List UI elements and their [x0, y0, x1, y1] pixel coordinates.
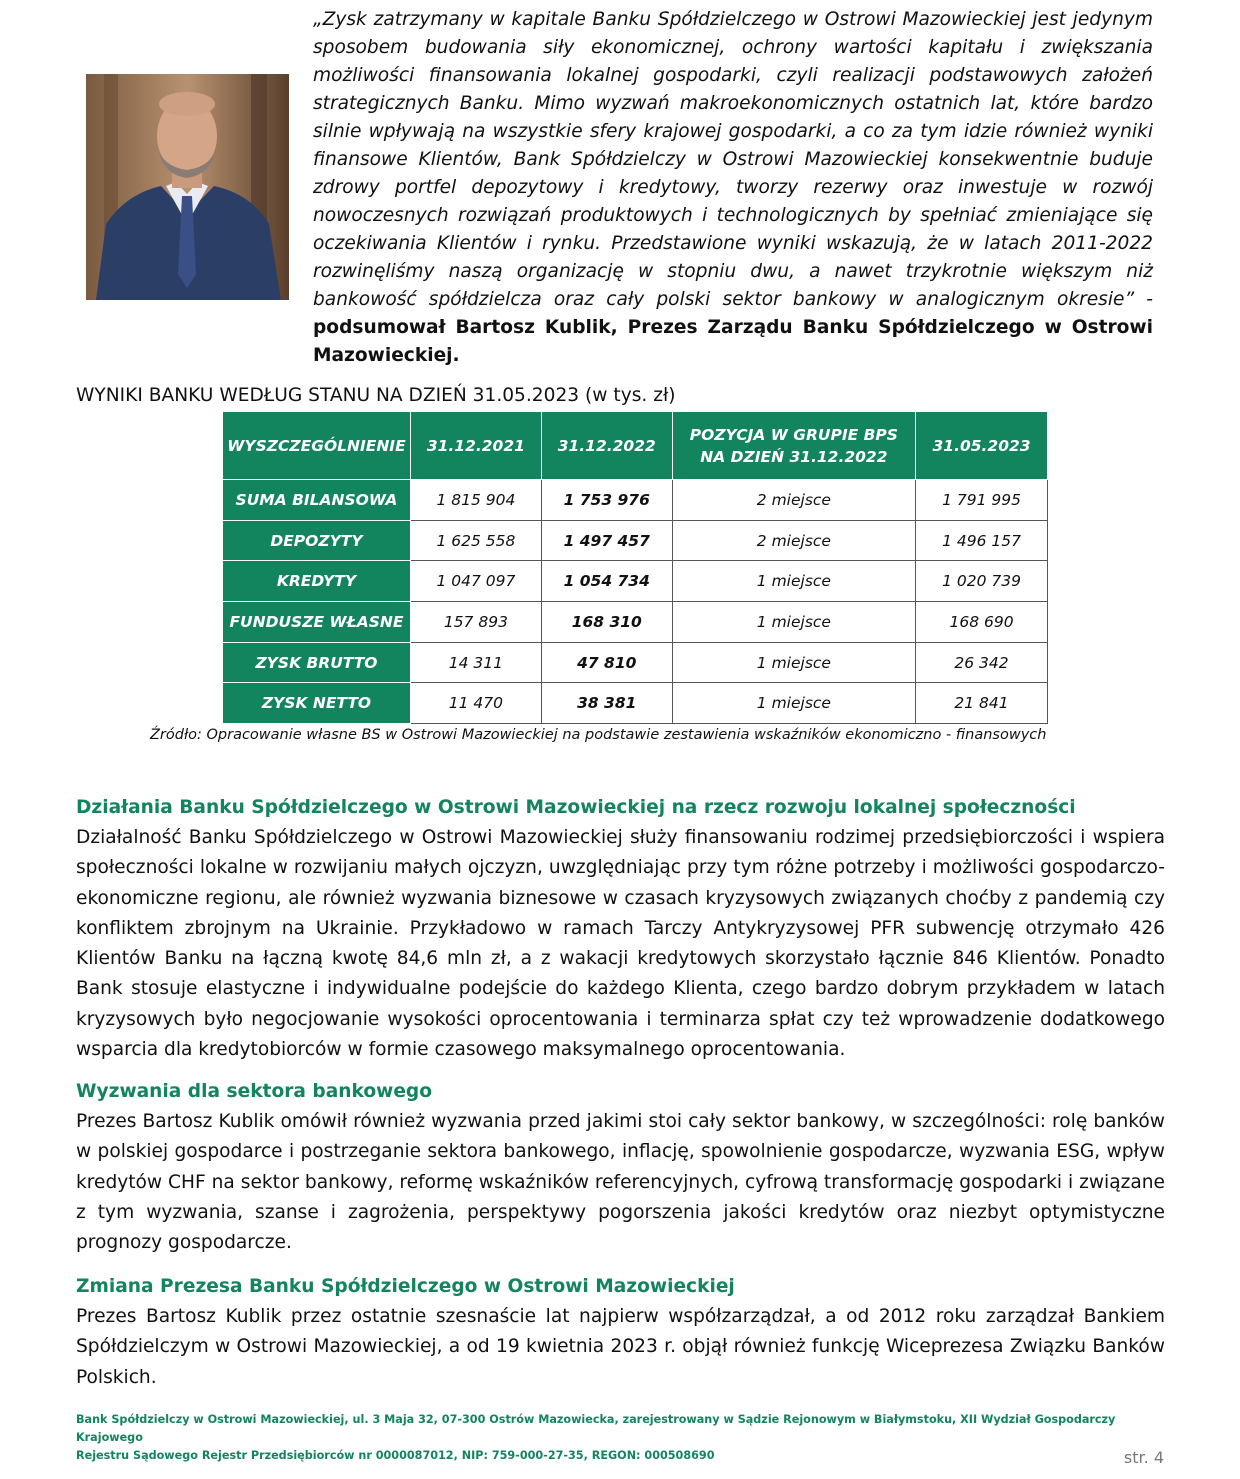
- table-row: [223, 642, 1048, 683]
- section-president-change: [76, 1272, 1165, 1393]
- row-label: KREDYTY: [223, 561, 411, 602]
- results-table-title: WYNIKI BANKU WEDŁUG STANU NA DZIEŃ 31.05.2023 (w tys. zł): [76, 385, 676, 406]
- quote-signature: podsumował Bartosz Kublik, Prezes Zarządu Banku Spółdzielczego w Ostrowi Mazowieckiej.: [313, 317, 1153, 366]
- table-cell: 1 miejsce: [672, 642, 915, 683]
- section-heading: Wyzwania dla sektora bankowego: [76, 1081, 433, 1102]
- page-number: str. 4: [1123, 1448, 1164, 1467]
- section-body: Prezes Bartosz Kublik omówił również wyzwania przed jakimi stoi cały sektor bankowy, w szczególności: rolę banków w polskiej gospodarce i postrzeganie sektora bankowego, inflację, spowolnienie gospodarcze, wyzwania ESG, wpływ kredytów CHF na sektor bankowy, reformę wskaźników referencyjnych, cyfrową transformację gospodarki i związane z tym wyzwania, szanse i zagrożenia, perspektywy pogorszenia jakości kredytów oraz niezbyt optymistyczne prognozy gospodarcze.: [76, 1111, 1165, 1254]
- table-cell: 168 690: [916, 602, 1048, 643]
- row-label: SUMA BILANSOWA: [223, 480, 411, 521]
- portrait-photo: [86, 74, 289, 300]
- table-cell: 1 miejsce: [672, 602, 915, 643]
- section-heading: Działania Banku Spółdzielczego w Ostrowi Mazowieckiej na rzecz rozwoju lokalnej społeczności: [76, 797, 1076, 818]
- table-cell: 1 047 097: [410, 561, 541, 602]
- results-table: [222, 411, 1048, 724]
- header-cell: WYSZCZEGÓLNIENIE: [223, 412, 411, 480]
- president-quote: [313, 6, 1153, 370]
- table-cell: 1 497 457: [541, 520, 672, 561]
- table-row: [223, 602, 1048, 643]
- table-cell: 21 841: [916, 683, 1048, 724]
- table-header-row: [223, 412, 1048, 480]
- quote-text: „Zysk zatrzymany w kapitale Banku Spółdzielczego w Ostrowi Mazowieckiej jest jedynym sposobem budowania siły ekonomicznej, ochrony wartości kapitału i zwiększania możliwości finansowania lokalnej gospodarki, czyli realizacji podstawowych założeń strategicznych Banku. Mimo wyzwań makroekonomicznych ostatnich lat, które bardzo silnie wpływają na wszystkie sfery krajowej gospodarki, a co za tym idzie również wyniki finansowe Klientów, Bank Spółdzielczy w Ostrowi Mazowieckiej konsekwentnie buduje zdrowy portfel depozytowy i kredytowy, tworzy rezerwy oraz inwestuje w rozwój nowoczesnych rozwiązań produktowych i technologicznych by spełniać zmieniające się oczekiwania Klientów i rynku. Przedstawione wyniki wskazują, że w latach 2011-2022 rozwinęliśmy naszą organizację w stopniu dwu, a nawet trzykrotnie większym niż bankowość spółdzielcza oraz cały polski sektor bankowy w analogicznym okresie” -: [313, 9, 1153, 310]
- table-cell: 1 054 734: [541, 561, 672, 602]
- table-cell: 38 381: [541, 683, 672, 724]
- table-cell: 14 311: [410, 642, 541, 683]
- table-cell: 168 310: [541, 602, 672, 643]
- table-cell: 1 791 995: [916, 480, 1048, 521]
- table-cell: 2 miejsce: [672, 520, 915, 561]
- page-footer: [76, 1411, 1165, 1465]
- table-cell: 157 893: [410, 602, 541, 643]
- header-line: NA DZIEŃ 31.12.2022: [700, 447, 888, 466]
- row-label: FUNDUSZE WŁASNE: [223, 602, 411, 643]
- row-label: DEPOZYTY: [223, 520, 411, 561]
- section-heading: Zmiana Prezesa Banku Spółdzielczego w Ostrowi Mazowieckiej: [76, 1276, 735, 1297]
- footer-line: Rejestru Sądowego Rejestr Przedsiębiorców nr 0000087012, NIP: 759-000-27-35, REGON: 000508690: [76, 1449, 715, 1462]
- table-cell: 26 342: [916, 642, 1048, 683]
- table-source-note: Źródło: Opracowanie własne BS w Ostrowi Mazowieckiej na podstawie zestawienia wskaźników ekonomiczno - finansowych: [150, 727, 1047, 743]
- section-banking-challenges: [76, 1077, 1165, 1258]
- header-cell: 31.05.2023: [916, 412, 1048, 480]
- section-body: Prezes Bartosz Kublik przez ostatnie szesnaście lat najpierw współzarządzał, a od 2012 roku zarządzał Bankiem Spółdzielczym w Ostrowi Mazowieckiej, a od 19 kwietnia 2023 r. objął również funkcję Wiceprezesa Związku Banków Polskich.: [76, 1306, 1165, 1388]
- row-label: ZYSK BRUTTO: [223, 642, 411, 683]
- table-cell: 1 753 976: [541, 480, 672, 521]
- section-local-community: [76, 793, 1165, 1065]
- table-row: [223, 520, 1048, 561]
- table-cell: 2 miejsce: [672, 480, 915, 521]
- table-cell: 11 470: [410, 683, 541, 724]
- row-label: ZYSK NETTO: [223, 683, 411, 724]
- table-cell: 1 496 157: [916, 520, 1048, 561]
- header-line: POZYCJA W GRUPIE BPS: [689, 425, 898, 444]
- table-cell: 1 020 739: [916, 561, 1048, 602]
- table-cell: 47 810: [541, 642, 672, 683]
- table-cell: 1 miejsce: [672, 683, 915, 724]
- header-cell: [672, 412, 915, 480]
- header-cell: 31.12.2022: [541, 412, 672, 480]
- table-row: [223, 561, 1048, 602]
- table-cell: 1 815 904: [410, 480, 541, 521]
- section-body: Działalność Banku Spółdzielczego w Ostrowi Mazowieckiej służy finansowaniu rodzimej przedsiębiorczości i wspiera społeczności lokalne w rozwijaniu małych ojczyzn, uwzględniając przy tym różne potrzeby i możliwości gospodarczo-ekonomiczne regionu, ale również wyzwania biznesowe w czasach kryzysowych związanych choćby z pandemią czy konfliktem zbrojnym na Ukrainie. Przykładowo w ramach Tarczy Antykryzysowej PFR subwencję otrzymało 426 Klientów Banku na łączną kwotę 84,6 mln zł, a z wakacji kredytowych skorzystało łącznie 846 Klientów. Ponadto Bank stosuje elastyczne i indywidualne podejście do każdego Klienta, czego bardzo dobrym przykładem w latach kryzysowych było negocjowanie wysokości oprocentowania i terminarza spłat czy też wprowadzenie dodatkowego wsparcia dla kredytobiorców w formie czasowego maksymalnego oprocentowania.: [76, 827, 1165, 1061]
- footer-line: Bank Spółdzielczy w Ostrowi Mazowieckiej, ul. 3 Maja 32, 07-300 Ostrów Mazowiecka, zarejestrowany w Sądzie Rejonowym w Białymstoku, XII Wydział Gospodarczy Krajowego: [76, 1413, 1116, 1444]
- table-cell: 1 625 558: [410, 520, 541, 561]
- table-cell: 1 miejsce: [672, 561, 915, 602]
- table-row: [223, 683, 1048, 724]
- table-row: [223, 480, 1048, 521]
- header-cell: 31.12.2021: [410, 412, 541, 480]
